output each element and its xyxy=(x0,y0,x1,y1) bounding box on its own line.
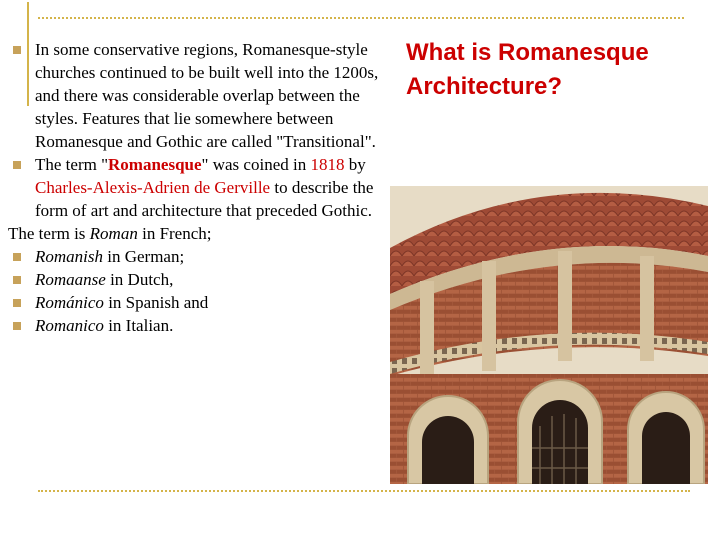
bullet-text-by: by xyxy=(344,155,366,174)
language-word: Románico xyxy=(35,293,104,312)
bullet-text-mid: " was coined in xyxy=(201,155,311,174)
language-rest: in German; xyxy=(103,247,185,266)
slide-title: What is Romanesque Architecture? xyxy=(406,39,649,100)
language-rest: in Italian. xyxy=(103,316,174,335)
slide-body xyxy=(8,38,388,337)
romanesque-apse-photo xyxy=(390,186,708,484)
gerville-link[interactable]: Charles-Alexis-Adrien de Gerville xyxy=(35,178,271,197)
square-bullet-icon xyxy=(13,46,21,54)
intro-pre: The term is xyxy=(8,224,90,243)
language-item-spanish xyxy=(8,291,388,314)
bullet-term-origin xyxy=(8,153,388,222)
square-bullet-icon xyxy=(13,161,21,169)
language-word: Romanish xyxy=(35,247,103,266)
top-dotted-rule xyxy=(38,17,684,19)
bullet-text: In some conservative regions, Romanesque-style churches continued to be built well into the 1200s, and there was considerable overlap between the styles. Features that lie somewhere between Romanesque and Gothic are called "Transitional". xyxy=(35,40,379,151)
apse-illustration xyxy=(390,186,708,484)
bottom-dotted-rule xyxy=(38,490,690,492)
language-rest: in Dutch, xyxy=(105,270,174,289)
year-1818-link[interactable]: 1818 xyxy=(310,155,345,174)
intro-post: in French; xyxy=(137,224,212,243)
bullet-text-post: to describe the form of art and architecture that preceded Gothic. xyxy=(35,178,374,220)
bullet-transitional xyxy=(8,38,388,153)
language-rest: in Spanish and xyxy=(103,293,209,312)
square-bullet-icon xyxy=(13,253,21,261)
language-word: Romaanse xyxy=(35,270,106,289)
intro-line xyxy=(8,222,388,245)
language-item-dutch xyxy=(8,268,388,291)
language-word: Romanico xyxy=(35,316,104,335)
square-bullet-icon xyxy=(13,276,21,284)
bullet-text-pre: The term " xyxy=(35,155,109,174)
language-item-german xyxy=(8,245,388,268)
language-item-italian xyxy=(8,314,388,337)
intro-word: Roman xyxy=(89,224,138,243)
term-romanesque-link[interactable]: Romanesque xyxy=(108,155,202,174)
square-bullet-icon xyxy=(13,299,21,307)
square-bullet-icon xyxy=(13,322,21,330)
